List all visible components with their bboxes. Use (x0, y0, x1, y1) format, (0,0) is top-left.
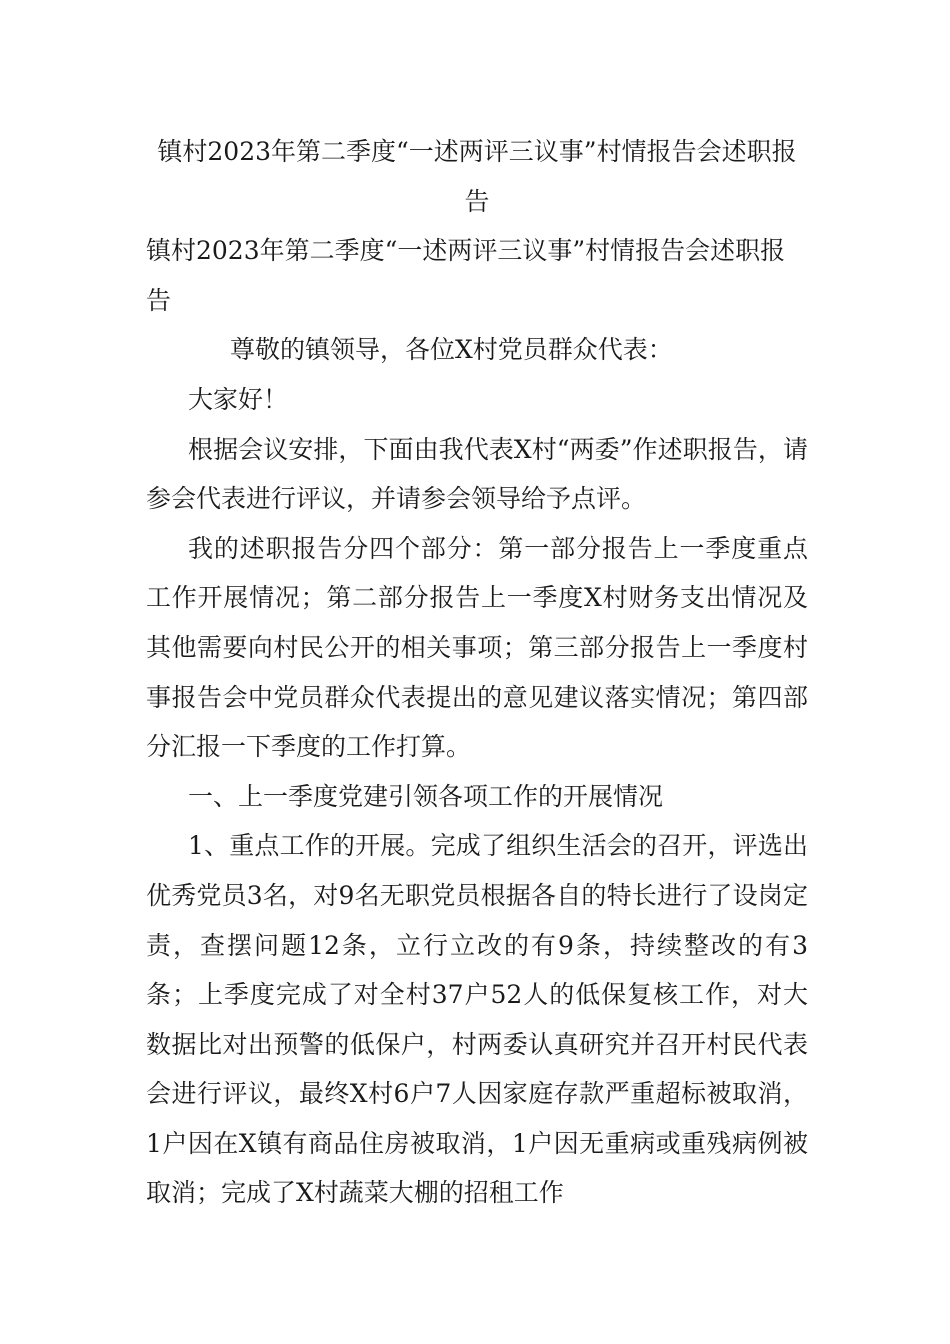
document-title: 镇村2023年第二季度“一述两评三议事”村情报告会述职报告 (157, 137, 797, 216)
paragraph-outline: 我的述职报告分四个部分：第一部分报告上一季度重点工作开展情况；第二部分报告上一季度X村财务支出情况及其他需要向村民公开的相关事项；第三部分报告上一季度村事报告会中党员群众代表提出的意见建议落实情况；第四部分汇报一下季度的工作打算。 (146, 533, 808, 762)
greeting: 大家好！ (188, 384, 289, 414)
document-body (146, 127, 808, 1218)
section-heading: 一、上一季度党建引领各项工作的开展情况 (188, 781, 664, 811)
section-paragraph: 1、重点工作的开展。完成了组织生活会的召开，评选出优秀党员3名，对9名无职党员根据各自的特长进行了设岗定责，查摆问题12条，立行立改的有9条，持续整改的有3条；上季度完成了对全村37户52人的低保复核工作，对大数据比对出预警的低保户，村两委认真研究并召开村民代表会进行评议，最终X村6户7人因家庭存款严重超标被取消，1户因在X镇有商品住房被取消，1户因无重病或重残病例被取消；完成了X村蔬菜大棚的招租工作 (146, 831, 808, 1208)
salutation: 尊敬的镇领导，各位X村党员群众代表： (230, 335, 673, 365)
document-subtitle: 镇村2023年第二季度“一述两评三议事”村情报告会述职报告 (146, 236, 786, 315)
paragraph-intro: 根据会议安排，下面由我代表X村“两委”作述职报告，请参会代表进行评议，并请参会领导给予点评。 (146, 434, 808, 514)
